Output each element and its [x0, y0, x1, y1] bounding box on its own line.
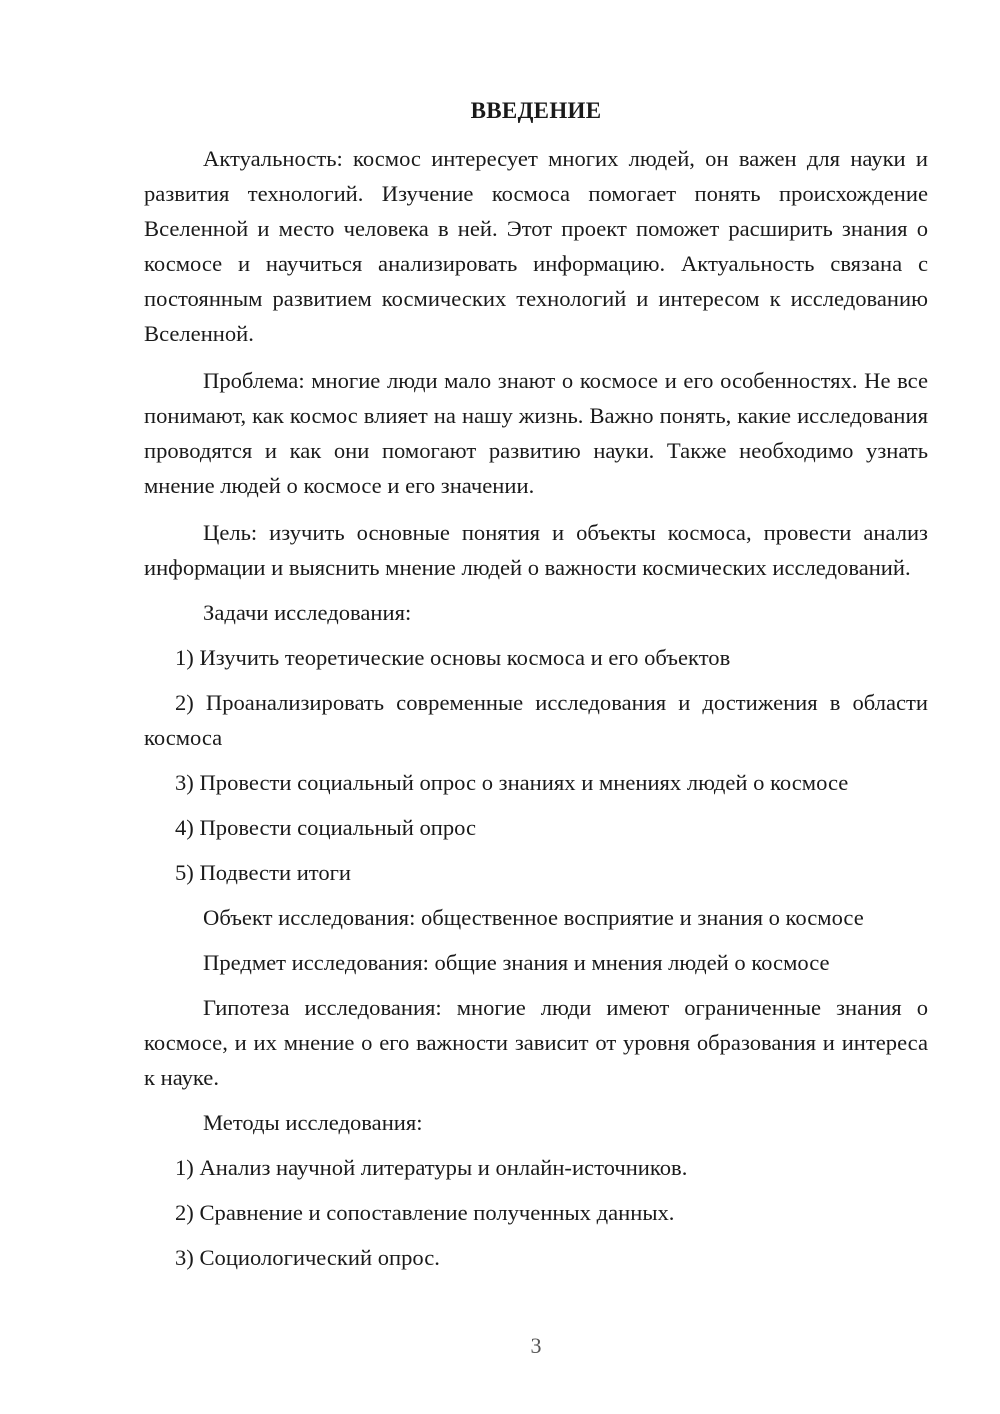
tasks-heading: Задачи исследования:	[203, 600, 412, 625]
task-item-1: 1) Изучить теоретические основы космоса и его объектов	[175, 645, 731, 670]
method-item-2: 2) Сравнение и сопоставление полученных данных.	[175, 1200, 675, 1225]
section-heading: ВВЕДЕНИЕ	[470, 98, 602, 123]
problem-paragraph: Проблема: многие люди мало знают о космосе и его особенностях. Не все понимают, как космос влияет на нашу жизнь. Важно понять, какие исследования проводятся и как они помогают развитию науки. Также необходимо узнать мнение людей о космосе и его значении.	[144, 368, 928, 498]
task-item-3: 3) Провести социальный опрос о знаниях и мнениях людей о космосе	[175, 770, 849, 795]
document-body	[144, 141, 928, 1275]
task-item-5: 5) Подвести итоги	[175, 860, 352, 885]
goal-paragraph: Цель: изучить основные понятия и объекты космоса, провести анализ информации и выяснить мнение людей о важности космических исследований.	[144, 520, 928, 580]
hypothesis-paragraph: Гипотеза исследования: многие люди имеют ограниченные знания о космосе, и их мнение о его важности зависит от уровня образования и интереса к науке.	[144, 995, 928, 1090]
task-item-2: 2) Проанализировать современные исследования и достижения в области космоса	[144, 690, 928, 750]
object-paragraph: Объект исследования: общественное восприятие и знания о космосе	[203, 905, 864, 930]
page-number: 3	[530, 1333, 542, 1358]
subject-paragraph: Предмет исследования: общие знания и мнения людей о космосе	[203, 950, 830, 975]
method-item-1: 1) Анализ научной литературы и онлайн-источников.	[175, 1155, 688, 1180]
relevance-paragraph: Актуальность: космос интересует многих людей, он важен для науки и развития технологий. Изучение космоса помогает понять происхождение Вселенной и место человека в ней. Этот проект поможет расширить знания о космосе и научиться анализировать информацию. Актуальность связана с постоянным развитием космических технологий и интересом к исследованию Вселенной.	[144, 146, 928, 346]
methods-heading: Методы исследования:	[203, 1110, 423, 1135]
task-item-4: 4) Провести социальный опрос	[175, 815, 477, 840]
method-item-3: 3) Социологический опрос.	[175, 1245, 440, 1270]
